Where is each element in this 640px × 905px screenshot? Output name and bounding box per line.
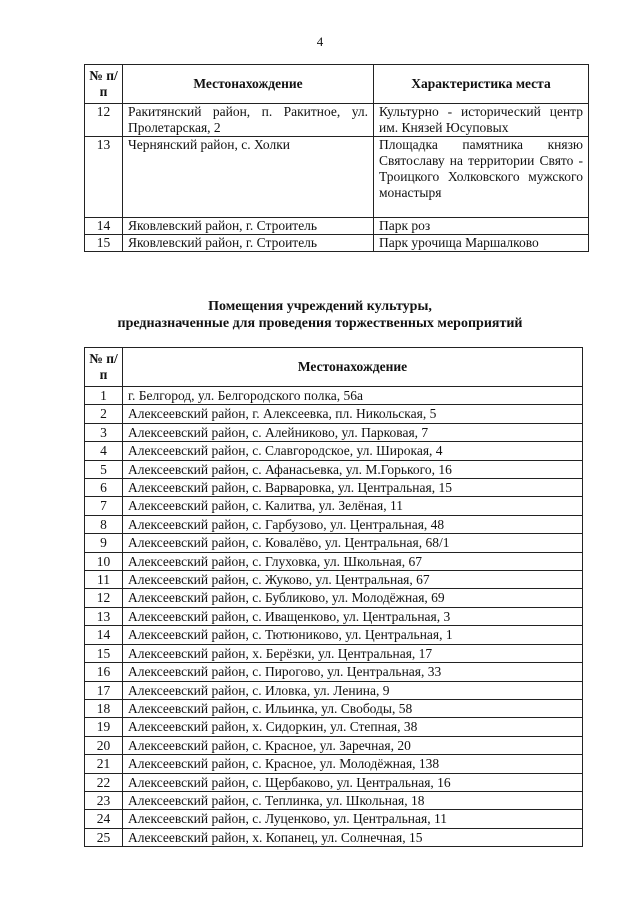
row-num: 15 xyxy=(85,235,123,252)
row-location: Алексеевский район, с. Глуховка, ул. Школьная, 67 xyxy=(123,552,583,570)
table-row xyxy=(85,773,583,791)
row-location: Алексеевский район, с. Славгородское, ул. Широкая, 4 xyxy=(123,442,583,460)
row-num: 10 xyxy=(85,552,123,570)
table-row xyxy=(85,626,583,644)
table-row xyxy=(85,607,583,625)
row-location: Алексеевский район, с. Гарбузово, ул. Центральная, 48 xyxy=(123,515,583,533)
row-num: 25 xyxy=(85,828,123,846)
section-heading xyxy=(0,298,640,332)
row-characteristic: Парк роз xyxy=(374,218,589,235)
table-row xyxy=(85,534,583,552)
table-row xyxy=(85,460,583,478)
row-location: Алексеевский район, с. Варваровка, ул. Центральная, 15 xyxy=(123,479,583,497)
row-location: Алексеевский район, с. Тютюниково, ул. Центральная, 1 xyxy=(123,626,583,644)
row-location: Алексеевский район, с. Калитва, ул. Зелёная, 11 xyxy=(123,497,583,515)
row-num: 4 xyxy=(85,442,123,460)
table-row xyxy=(85,497,583,515)
section-heading-line1: Помещения учреждений культуры, xyxy=(208,299,432,314)
table-row xyxy=(85,137,589,218)
row-num: 15 xyxy=(85,644,123,662)
row-num: 17 xyxy=(85,681,123,699)
header-num: № п/п xyxy=(85,348,123,387)
row-num: 23 xyxy=(85,791,123,809)
table-row xyxy=(85,681,583,699)
row-num: 11 xyxy=(85,571,123,589)
table-row xyxy=(85,571,583,589)
row-num: 13 xyxy=(85,137,123,218)
table-row xyxy=(85,387,583,405)
row-characteristic: Культурно - исторический центр им. Князей Юсуповых xyxy=(374,104,589,137)
row-num: 21 xyxy=(85,755,123,773)
row-location: Алексеевский район, с. Теплинка, ул. Школьная, 18 xyxy=(123,791,583,809)
row-location: Алексеевский район, с. Иващенково, ул. Центральная, 3 xyxy=(123,607,583,625)
row-num: 22 xyxy=(85,773,123,791)
table-row xyxy=(85,423,583,441)
row-location: Алексеевский район, с. Щербаково, ул. Центральная, 16 xyxy=(123,773,583,791)
row-num: 16 xyxy=(85,663,123,681)
header-characteristic: Характеристика места xyxy=(374,65,589,104)
row-location: Яковлевский район, г. Строитель xyxy=(123,218,374,235)
table-row xyxy=(85,791,583,809)
row-num: 18 xyxy=(85,699,123,717)
row-num: 12 xyxy=(85,589,123,607)
row-num: 9 xyxy=(85,534,123,552)
row-location: Алексеевский район, с. Жуково, ул. Центральная, 67 xyxy=(123,571,583,589)
table-header-row xyxy=(85,65,589,104)
row-num: 19 xyxy=(85,718,123,736)
row-characteristic: Парк урочища Маршалково xyxy=(374,235,589,252)
row-num: 1 xyxy=(85,387,123,405)
row-location: Алексеевский район, х. Копанец, ул. Солнечная, 15 xyxy=(123,828,583,846)
row-num: 13 xyxy=(85,607,123,625)
table-row xyxy=(85,699,583,717)
table-row xyxy=(85,663,583,681)
row-num: 20 xyxy=(85,736,123,754)
row-num: 2 xyxy=(85,405,123,423)
venues-table-body xyxy=(85,387,583,847)
page-number: 4 xyxy=(316,34,324,49)
table-row xyxy=(85,589,583,607)
places-table xyxy=(84,64,589,252)
venues-table xyxy=(84,347,583,847)
row-location: Алексеевский район, с. Пирогово, ул. Центральная, 33 xyxy=(123,663,583,681)
row-location: Алексеевский район, с. Иловка, ул. Ленина, 9 xyxy=(123,681,583,699)
table-row xyxy=(85,479,583,497)
table-row xyxy=(85,828,583,846)
row-location: Алексеевский район, с. Луценково, ул. Центральная, 11 xyxy=(123,810,583,828)
table-row xyxy=(85,755,583,773)
table-row xyxy=(85,552,583,570)
table-row xyxy=(85,736,583,754)
row-num: 12 xyxy=(85,104,123,137)
table-row xyxy=(85,442,583,460)
row-location: Алексеевский район, х. Сидоркин, ул. Степная, 38 xyxy=(123,718,583,736)
row-num: 24 xyxy=(85,810,123,828)
header-location: Местонахождение xyxy=(123,348,583,387)
row-location: Ракитянский район, п. Ракитное, ул. Пролетарская, 2 xyxy=(123,104,374,137)
row-num: 7 xyxy=(85,497,123,515)
row-location: Алексеевский район, с. Ковалёво, ул. Центральная, 68/1 xyxy=(123,534,583,552)
table-row xyxy=(85,235,589,252)
row-num: 14 xyxy=(85,218,123,235)
row-location: Яковлевский район, г. Строитель xyxy=(123,235,374,252)
header-num: № п/п xyxy=(85,65,123,104)
table-row xyxy=(85,718,583,736)
table-row xyxy=(85,104,589,137)
row-num: 8 xyxy=(85,515,123,533)
table-row xyxy=(85,515,583,533)
row-location: Алексеевский район, г. Алексеевка, пл. Никольская, 5 xyxy=(123,405,583,423)
row-characteristic: Площадка памятника князю Святославу на территории Свято - Троицкого Холковского мужского монастыря xyxy=(374,137,589,218)
header-location: Местонахождение xyxy=(123,65,374,104)
table-row xyxy=(85,810,583,828)
row-location: Алексеевский район, с. Красное, ул. Заречная, 20 xyxy=(123,736,583,754)
row-location: Алексеевский район, с. Алейниково, ул. Парковая, 7 xyxy=(123,423,583,441)
row-location: г. Белгород, ул. Белгородского полка, 56а xyxy=(123,387,583,405)
row-location: Алексеевский район, с. Афанасьевка, ул. М.Горького, 16 xyxy=(123,460,583,478)
table-header-row xyxy=(85,348,583,387)
row-location: Алексеевский район, с. Ильинка, ул. Свободы, 58 xyxy=(123,699,583,717)
table-row xyxy=(85,405,583,423)
row-location: Чернянский район, с. Холки xyxy=(123,137,374,218)
row-location: Алексеевский район, с. Красное, ул. Молодёжная, 138 xyxy=(123,755,583,773)
section-heading-line2: предназначенные для проведения торжественных мероприятий xyxy=(117,316,523,331)
row-location: Алексеевский район, х. Берёзки, ул. Центральная, 17 xyxy=(123,644,583,662)
table-row xyxy=(85,218,589,235)
row-num: 6 xyxy=(85,479,123,497)
row-location: Алексеевский район, с. Бубликово, ул. Молодёжная, 69 xyxy=(123,589,583,607)
row-num: 14 xyxy=(85,626,123,644)
row-num: 5 xyxy=(85,460,123,478)
table-row xyxy=(85,644,583,662)
row-num: 3 xyxy=(85,423,123,441)
